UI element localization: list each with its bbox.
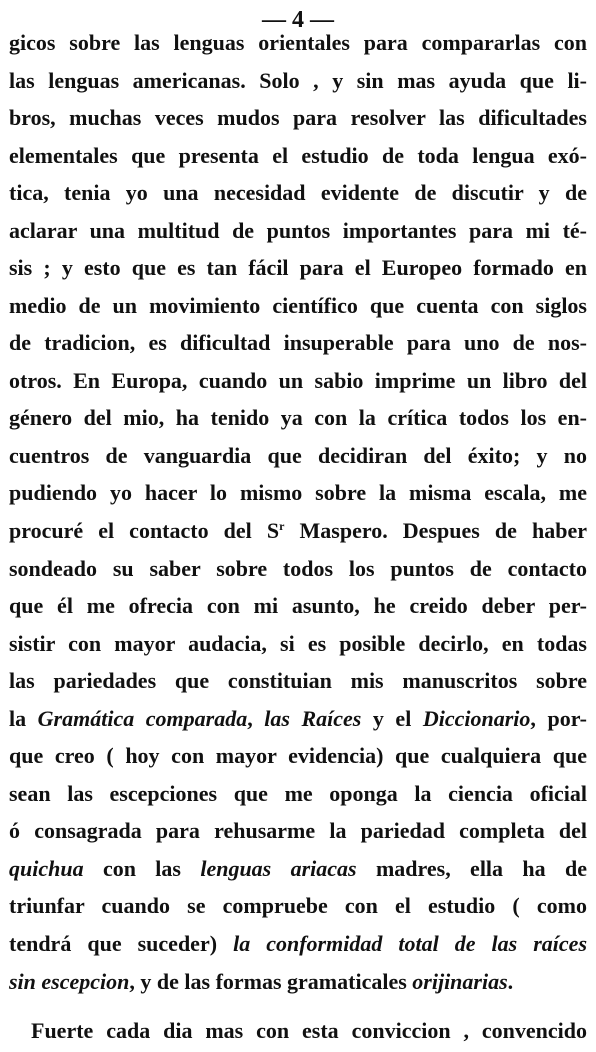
text-line: [9, 887, 587, 925]
text-line: [9, 474, 587, 512]
italic-text: quichua: [9, 856, 84, 881]
text-segment: sean las escepciones que me oponga la ciencia oficial: [9, 781, 587, 806]
text-line: [9, 812, 587, 850]
text-line: [9, 24, 587, 62]
italic-text: orijinarias: [412, 969, 508, 994]
text-segment: ó consagrada para rehusarme la pariedad completa del: [9, 818, 587, 843]
text-segment: aclarar una multitud de puntos importantes para mi té-: [9, 218, 587, 243]
superscript-text: r: [279, 519, 285, 533]
text-segment: elementales que presenta el estudio de toda lengua exó-: [9, 143, 587, 168]
page-number: — 4 —: [262, 7, 334, 33]
text-segment: medio de un movimiento científico que cuenta con siglos: [9, 293, 587, 318]
text-segment: sondeado su saber sobre todos los puntos de contacto: [9, 556, 587, 581]
text-line: [9, 362, 587, 400]
text-segment: tica, tenia yo una necesidad evidente de discutir y de: [9, 180, 587, 205]
text-segment: madres, ella ha de: [356, 856, 587, 881]
text-line: [9, 587, 587, 625]
text-segment: género del mio, ha tenido ya con la crítica todos los en-: [9, 405, 587, 430]
text-line: [9, 512, 587, 550]
text-line: [9, 963, 587, 1001]
text-segment: las pariedades que constituian mis manuscritos sobre: [9, 668, 587, 693]
italic-text: lenguas ariacas: [200, 856, 357, 881]
text-segment: , y de las formas gramaticales: [129, 969, 413, 994]
text-line: [9, 850, 587, 888]
text-segment: , por-: [530, 706, 587, 731]
text-segment: que creo ( hoy con mayor evidencia) que cualquiera que: [9, 743, 587, 768]
text-segment: bros, muchas veces mudos para resolver las dificultades: [9, 105, 587, 130]
text-line: [9, 625, 587, 663]
text-segment: y el: [361, 706, 423, 731]
italic-text: las Raíces: [264, 706, 362, 731]
text-line: [9, 287, 587, 325]
text-segment: de tradicion, es dificultad insuperable para uno de nos-: [9, 330, 587, 355]
text-line: [9, 662, 587, 700]
text-line: [9, 212, 587, 250]
text-segment: gicos sobre las lenguas orientales para compararlas con: [9, 30, 587, 55]
text-segment: Maspero. Despues de haber: [284, 518, 587, 543]
text-segment: que él me ofrecia con mi asunto, he creido deber per-: [9, 593, 587, 618]
text-segment: la: [9, 706, 38, 731]
text-line: [9, 775, 587, 813]
text-line: [9, 437, 587, 475]
italic-text: Diccionario: [422, 706, 531, 731]
text-segment: sistir con mayor audacia, si es posible decirlo, en todas: [9, 631, 587, 656]
text-segment: ,: [247, 706, 265, 731]
text-segment: triunfar cuando se compruebe con el estudio ( como: [9, 893, 587, 918]
text-line: [9, 62, 587, 100]
italic-text: la conformidad total de las raíces: [233, 931, 587, 956]
text-line: [9, 249, 587, 287]
text-segment: cuentros de vanguardia que decidiran del éxito; y no: [9, 443, 587, 468]
text-segment: pudiendo yo hacer lo mismo sobre la misma escala, me: [9, 480, 587, 505]
text-segment: otros. En Europa, cuando un sabio imprime un libro del: [9, 368, 587, 393]
text-line: [9, 700, 587, 738]
text-line: [9, 925, 587, 963]
text-line: [9, 137, 587, 175]
italic-text: Gramática comparada: [37, 706, 248, 731]
text-line: [9, 1012, 587, 1050]
text-line: [9, 99, 587, 137]
text-segment: .: [507, 969, 514, 994]
text-line: [9, 324, 587, 362]
text-segment: sis ; y esto que es tan fácil para el Europeo formado en: [9, 255, 587, 280]
text-segment: tendrá que suceder): [9, 931, 234, 956]
text-line: [9, 399, 587, 437]
text-line: [9, 737, 587, 775]
text-segment: Fuerte cada dia mas con esta conviccion , convencido: [31, 1018, 587, 1043]
text-segment: procuré el contacto del S: [9, 518, 280, 543]
text-segment: las lenguas americanas. Solo , y sin mas ayuda que li-: [9, 68, 587, 93]
text-line: [9, 550, 587, 588]
text-line: [9, 174, 587, 212]
italic-text: sin escepcion: [9, 969, 130, 994]
text-segment: con las: [83, 856, 201, 881]
